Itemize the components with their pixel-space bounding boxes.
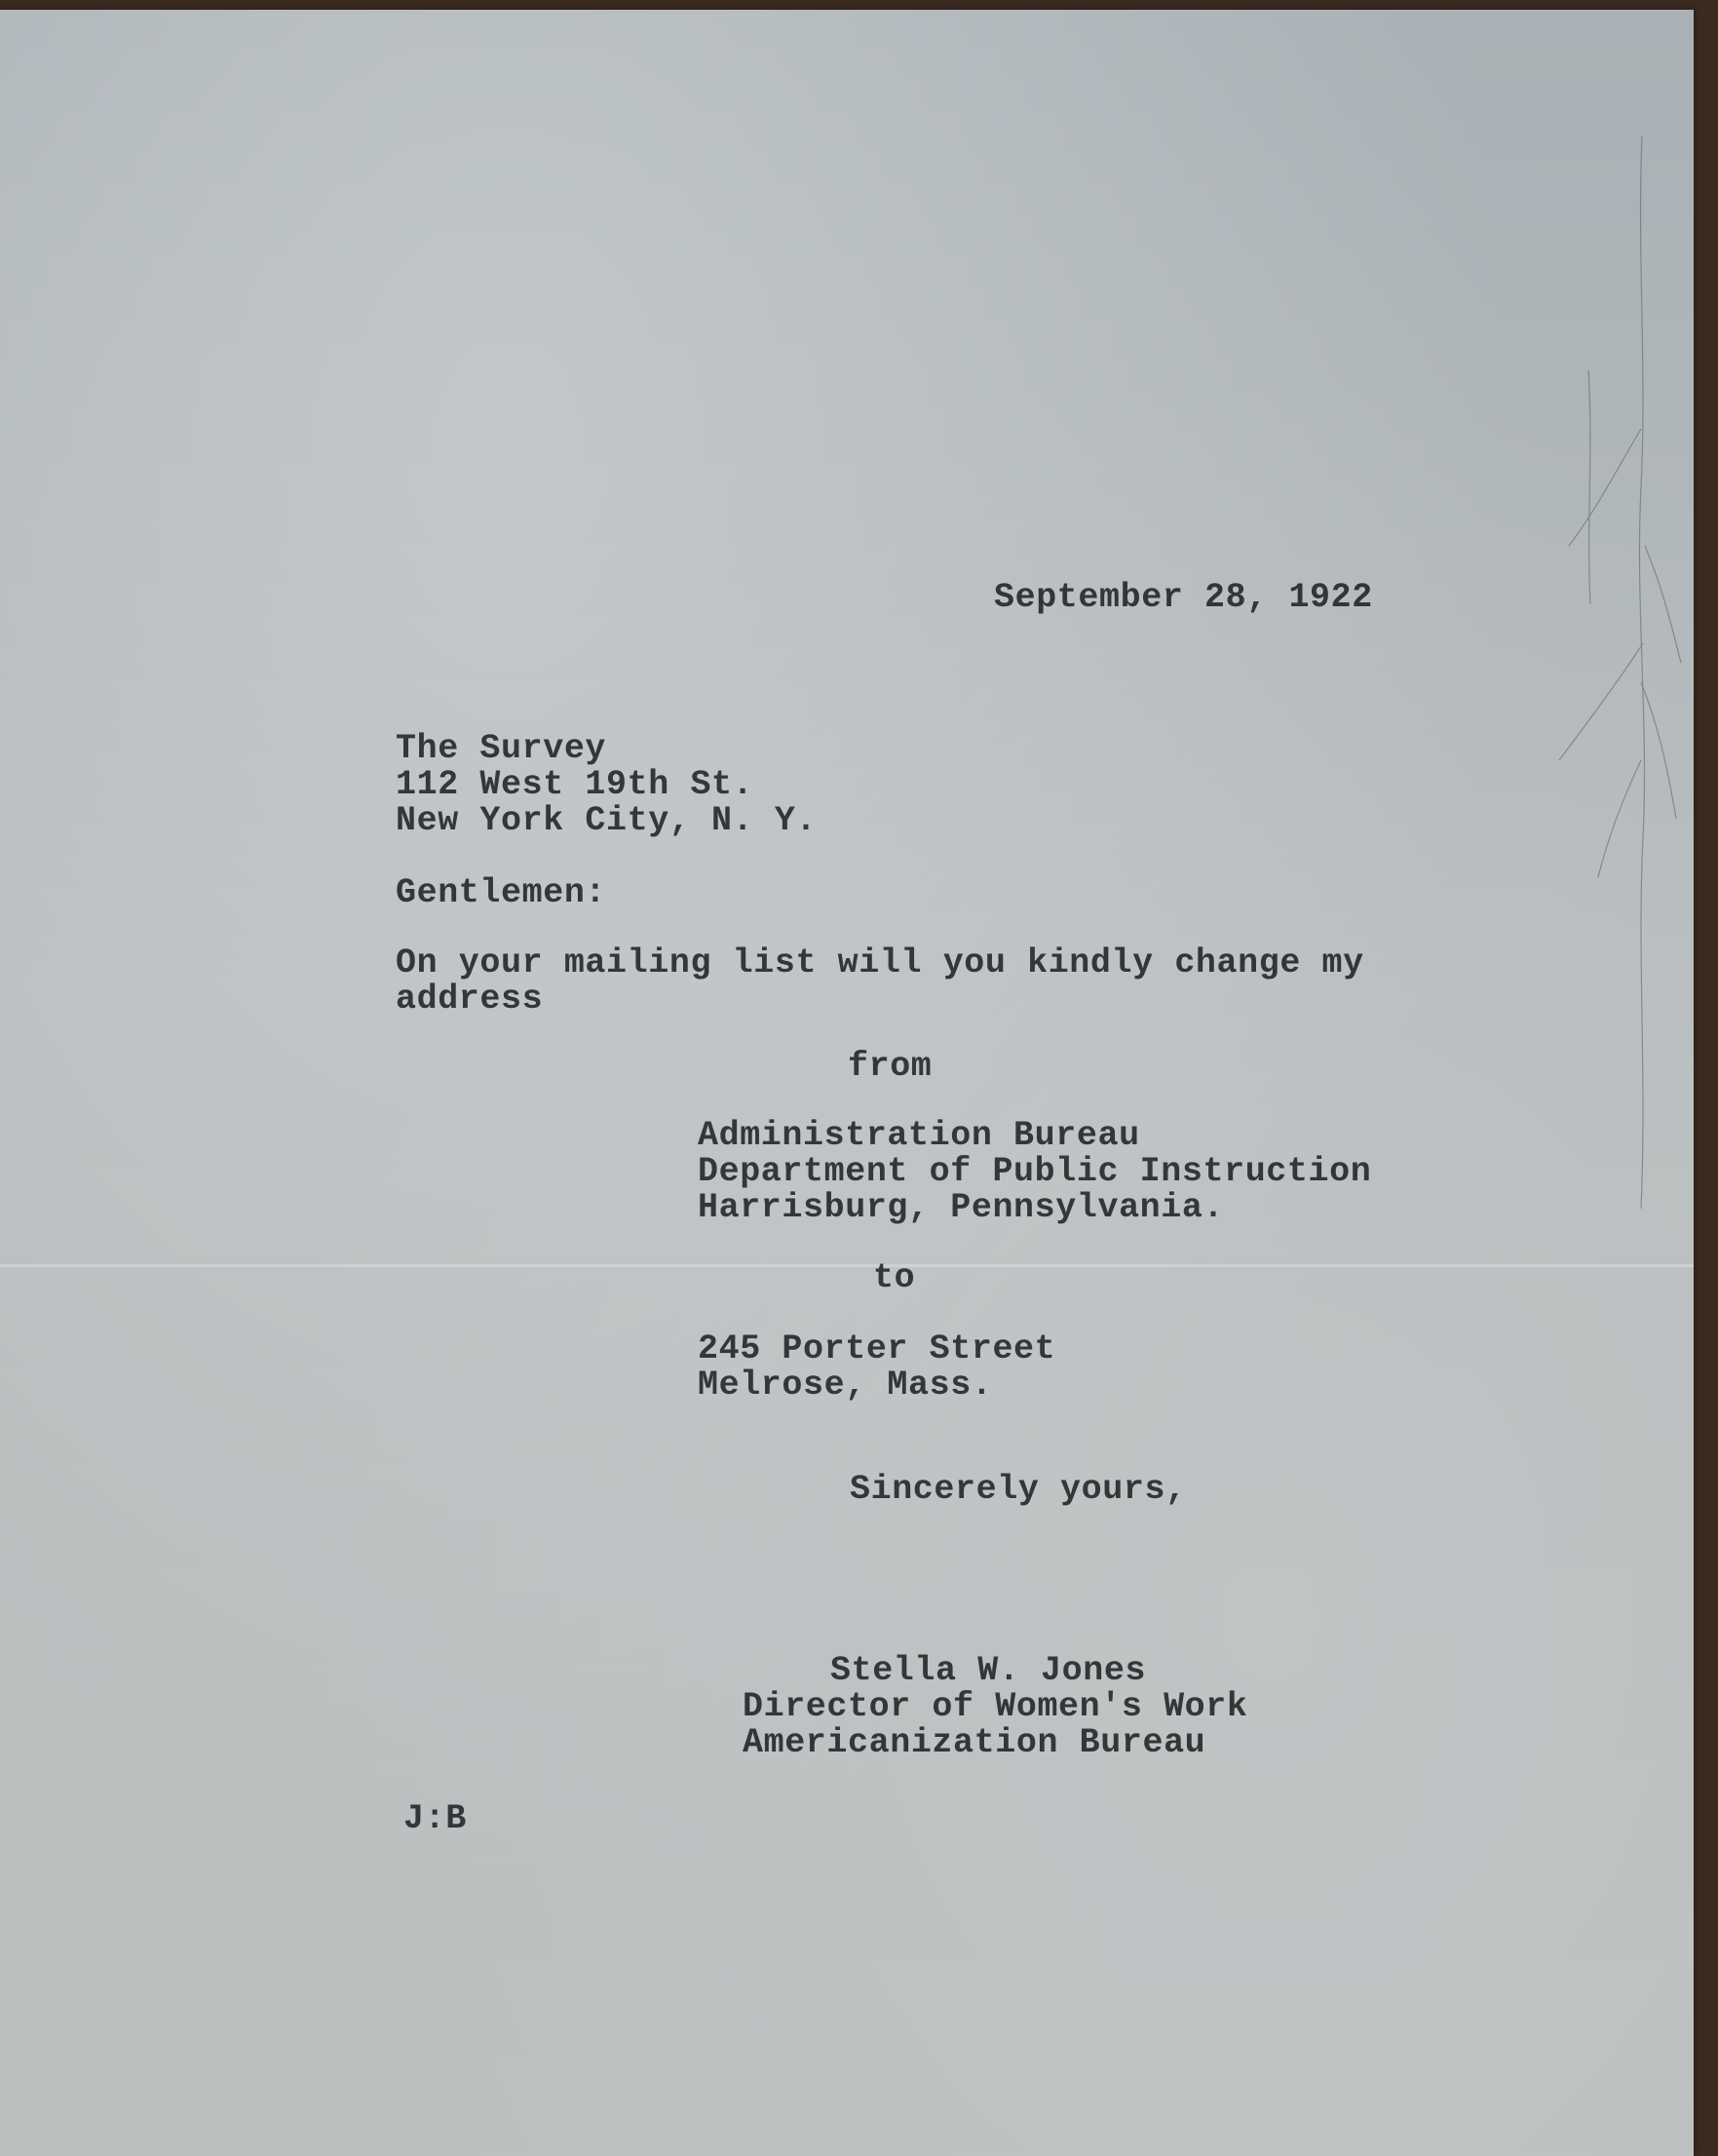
recipient-line-2: 112 West 19th St. xyxy=(396,765,754,804)
from-address-line-3: Harrisburg, Pennsylvania. xyxy=(698,1188,1225,1227)
signature-bureau: Americanization Bureau xyxy=(743,1723,1206,1762)
from-address-line-2: Department of Public Instruction xyxy=(698,1152,1372,1191)
body-line-2: address xyxy=(396,980,544,1019)
to-address-line-2: Melrose, Mass. xyxy=(698,1366,993,1405)
paper-crease-marks xyxy=(1540,136,1686,1209)
to-address-line-1: 245 Porter Street xyxy=(698,1329,1056,1368)
to-label: to xyxy=(873,1258,916,1297)
salutation: Gentlemen: xyxy=(396,873,607,912)
from-address-line-1: Administration Bureau xyxy=(698,1116,1140,1155)
signature-title: Director of Women's Work xyxy=(743,1687,1248,1726)
recipient-line-3: New York City, N. Y. xyxy=(396,801,818,840)
body-line-1: On your mailing list will you kindly change my xyxy=(396,943,1364,982)
letter-date: September 28, 1922 xyxy=(994,578,1373,617)
recipient-line-1: The Survey xyxy=(396,729,607,768)
letter-page xyxy=(0,10,1694,2156)
from-label: from xyxy=(848,1047,933,1086)
closing: Sincerely yours, xyxy=(850,1470,1187,1509)
paper-fold xyxy=(0,1264,1694,1267)
typist-initials: J:B xyxy=(403,1799,467,1838)
signature-name: Stella W. Jones xyxy=(830,1651,1147,1690)
